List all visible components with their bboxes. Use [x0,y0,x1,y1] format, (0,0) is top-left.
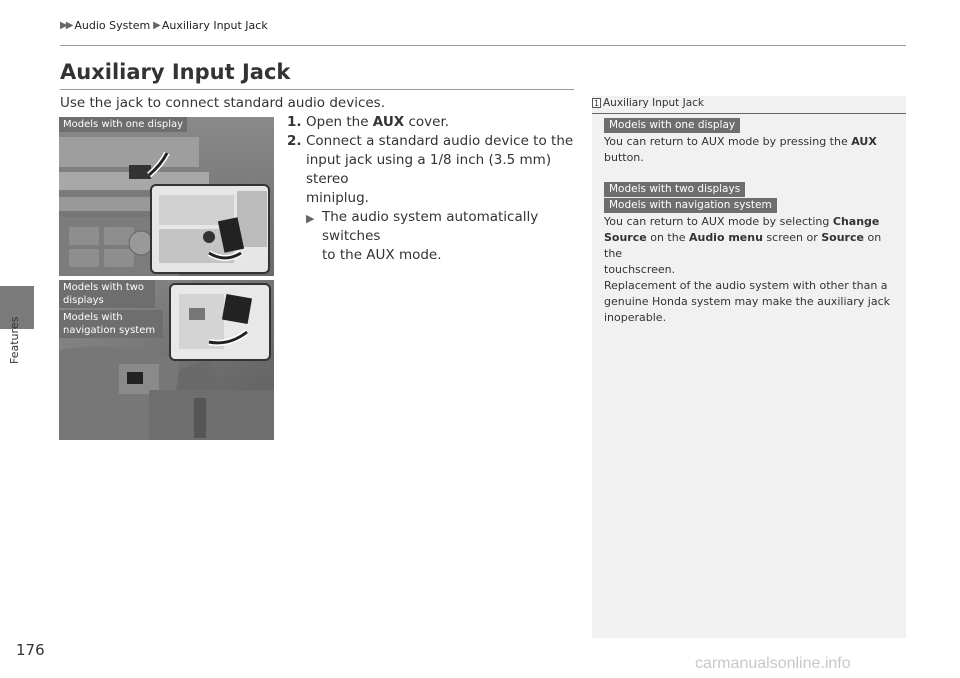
step-1: 1. Open the AUX cover. [287,114,450,130]
note-tag-two-displays: Models with two displays [604,182,745,197]
notes-heading: 1 Auxiliary Input Jack [594,97,705,109]
breadcrumb-item-aux-jack[interactable]: Auxiliary Input Jack [161,19,268,32]
double-arrow-icon: ▶▶ [60,20,72,31]
page-title: Auxiliary Input Jack [60,60,291,84]
notes-divider [592,113,906,114]
title-divider [60,89,574,90]
svg-text:1: 1 [594,99,600,108]
figure-tag-navigation: Models with navigation system [59,310,163,338]
figure-tag-one-display: Models with one display [59,117,187,132]
figure-tag-two-displays: Models with two displays [59,280,155,308]
step-2: 2. Connect a standard audio device to the input jack using a 1/8 inch (3.5 mm) stereo miniplug. [287,133,574,206]
breadcrumb-item-audio-system[interactable]: Audio System [74,19,151,32]
step-2-result: ▶ The audio system automatically switches to the AUX mode. [306,209,539,263]
aux-keyword: AUX [372,114,405,130]
instruction-steps [287,113,587,265]
breadcrumb [60,19,268,32]
result-arrow-icon: ▶ [306,212,315,225]
section-tab-label: Features [8,316,21,364]
header-divider [60,45,906,46]
intro-text: Use the jack to connect standard audio devices. [60,95,386,111]
note-tag-navigation: Models with navigation system [604,198,777,213]
watermark: carmanualsonline.info [695,655,851,672]
note-replacement-text: Replacement of the audio system with other than a genuine Honda system may make the auxiliary jack inoperable. [604,279,891,324]
note-marker-icon [592,98,601,108]
page-number: 176 [16,641,45,659]
one-display-illustration [59,117,274,276]
notes-panel [592,96,906,638]
note-one-display-text: You can return to AUX mode by pressing the AUX button. [604,135,877,164]
note-multi-display-text: You can return to AUX mode by selecting Change Source on the Audio menu screen or Source on the touchscreen. [604,215,882,276]
arrow-icon: ▶ [153,20,159,31]
note-tag-one-display: Models with one display [604,118,740,133]
